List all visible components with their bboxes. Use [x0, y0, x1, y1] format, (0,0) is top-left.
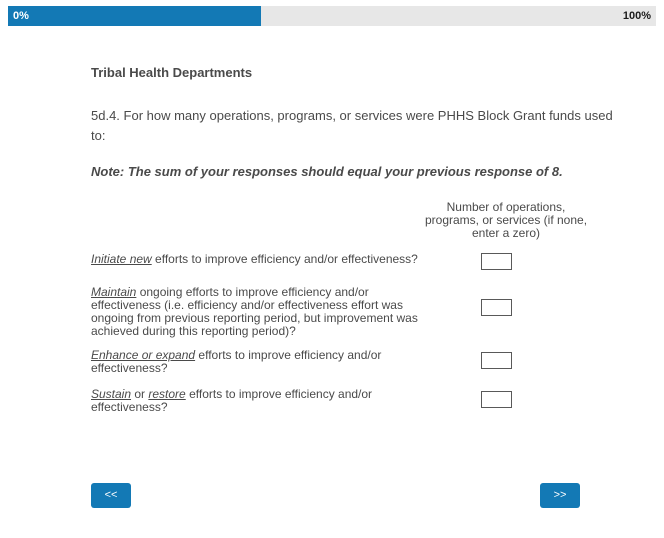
- row-label-text: ongoing efforts to improve efficiency and/or effectiveness (i.e. efficiency and/or effectiveness effort was ongoing from previous reporting period, but improvement was achieved during this reporting period)?: [91, 285, 418, 338]
- progress-bar-fill: [8, 6, 261, 26]
- row-label-emphasis: Maintain: [91, 285, 137, 299]
- row-label-text: efforts to improve efficiency and/or effectiveness?: [91, 348, 382, 375]
- maintain-count-input[interactable]: [481, 299, 512, 316]
- row-label-emphasis: Initiate new: [91, 252, 152, 266]
- row-label-text: efforts to improve efficiency and/or effectiveness?: [151, 252, 418, 266]
- enhance-count-input[interactable]: [481, 352, 512, 369]
- row-label-enhance: [91, 349, 433, 375]
- previous-page-button[interactable]: <<: [91, 483, 131, 508]
- progress-current-label: 0%: [13, 10, 29, 22]
- progress-max-label: 100%: [622, 10, 651, 22]
- row-label-emphasis: Enhance or expand: [91, 348, 196, 362]
- next-page-button[interactable]: >>: [540, 483, 580, 508]
- question-text: 5d.4. For how many operations, programs, or services were PHHS Block Grant funds used to:: [91, 108, 613, 143]
- question-note: Note: The sum of your responses should equal your previous response of 8.: [91, 164, 563, 179]
- progress-bar: [8, 6, 656, 26]
- page-title: Tribal Health Departments: [91, 65, 253, 80]
- initiate-count-input[interactable]: [481, 253, 512, 270]
- response-column-header: Number of operations, programs, or services (if none, enter a zero): [424, 200, 588, 240]
- row-label-sustain: [91, 388, 433, 414]
- row-label-maintain: [91, 286, 433, 338]
- row-label-text: or: [131, 387, 149, 401]
- row-label-emphasis: restore: [148, 387, 186, 401]
- row-label-text: efforts to improve efficiency and/or effectiveness?: [91, 387, 373, 414]
- sustain-count-input[interactable]: [481, 391, 512, 408]
- row-label-emphasis: Sustain: [91, 387, 132, 401]
- row-label-initiate: [91, 253, 433, 266]
